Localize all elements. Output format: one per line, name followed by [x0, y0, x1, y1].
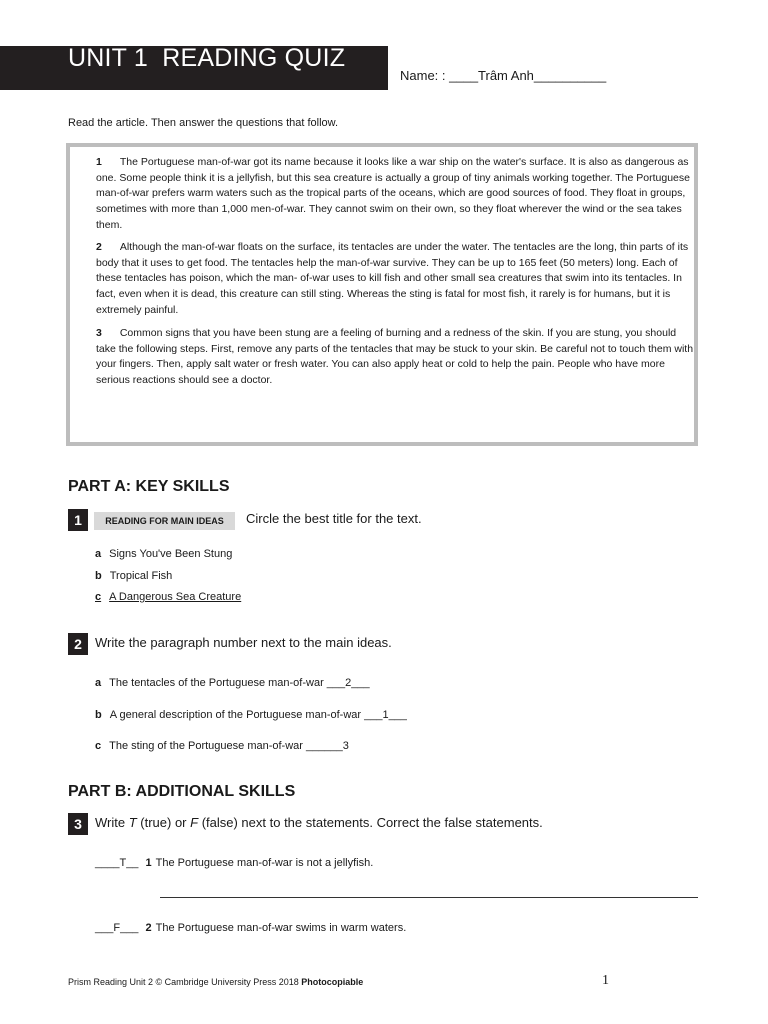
- option-text: Signs You've Been Stung: [109, 548, 233, 560]
- question-3-number: 3: [68, 813, 88, 835]
- question-3-text: [95, 815, 543, 830]
- part-a-title: PART A: KEY SKILLS: [68, 478, 230, 495]
- question-2-text: Write the paragraph number next to the main ideas.: [95, 635, 392, 650]
- correction-line[interactable]: [160, 897, 698, 898]
- option-text: Tropical Fish: [109, 570, 173, 582]
- statement-answer[interactable]: ___F___: [95, 922, 139, 934]
- q3-text-post: (false) next to the statements. Correct the false statements.: [198, 815, 543, 830]
- option-text: A Dangerous Sea Creature: [109, 591, 242, 603]
- q3-true-letter: T: [128, 815, 137, 830]
- option-letter: b: [95, 570, 102, 582]
- page-number: 1: [602, 973, 609, 988]
- skill-tag: READING FOR MAIN IDEAS: [94, 512, 235, 530]
- statement-2[interactable]: [95, 922, 406, 934]
- paragraph-number: 1: [96, 156, 102, 168]
- article-paragraph-1: [96, 155, 696, 234]
- statement-text: The Portuguese man-of-war swims in warm waters.: [155, 922, 407, 934]
- statement-number: 1: [145, 857, 152, 869]
- question-1-number: 1: [68, 509, 88, 531]
- match-item-b[interactable]: [95, 709, 407, 721]
- paragraph-text: The Portuguese man-of-war got its name because it looks like a war ship on the water's surface. It is also as dangerous as one. Some people think it is a jellyfish, but this sea creature is actually a group of tiny animals working together. The Portuguese man-of-war prefers warm waters such as the tropical parts of the oceans, which are good sources of food. They float in groups, sometimes with more than 1,000 men-of-war. They cannot swim on their own, so they float wherever the wind or the sea takes them.: [96, 156, 690, 231]
- option-letter: a: [95, 677, 102, 689]
- option-b[interactable]: [95, 570, 172, 582]
- statement-number: 2: [145, 922, 152, 934]
- match-item-a[interactable]: [95, 677, 370, 689]
- option-letter: a: [95, 548, 102, 560]
- statement-1[interactable]: [95, 857, 373, 869]
- name-field: Name: : ____Trâm Anh__________: [400, 68, 607, 83]
- option-letter: b: [95, 709, 102, 721]
- q3-false-letter: F: [190, 815, 199, 830]
- option-c-selected[interactable]: [95, 591, 241, 603]
- paragraph-text: Common signs that you have been stung are a feeling of burning and a redness of the skin. If you are stung, you should take the following steps. First, remove any parts of the tentacles that may be stuck to your skin. Be careful not to touch them with your fingers. Then, apply salt water or fresh water. You can also apply heat or cold to help the pain. People who have more serious reactions should see a doctor.: [96, 327, 694, 387]
- article-paragraph-3: [96, 326, 696, 389]
- footer-bold: Photocopiable: [301, 977, 364, 987]
- footer: [68, 977, 363, 987]
- option-text: The tentacles of the Portuguese man-of-war ___2___: [109, 677, 370, 689]
- page-title: UNIT 1 READING QUIZ: [68, 44, 346, 72]
- option-letter: c: [95, 740, 102, 752]
- footer-text: Prism Reading Unit 2 © Cambridge University Press 2018: [68, 977, 302, 987]
- option-text: The sting of the Portuguese man-of-war ______3: [109, 740, 349, 752]
- option-text: A general description of the Portuguese man-of-war ___1___: [109, 709, 407, 721]
- statement-text: The Portuguese man-of-war is not a jellyfish.: [155, 857, 374, 869]
- paragraph-text: Although the man-of-war floats on the surface, its tentacles are under the water. The tentacles are the long, thin parts of its body that it uses to get food. The tentacles help the man-of-war survive. They can be up to 165 feet (50 meters) long. Each of these tentacles has poison, which the man- of-war uses to kill fish and other small sea creatures that swim into its tentacles. In fact, even when it is dead, this creature can still sting. Whereas the sting is fatal for most fish, it rarely is for humans, but it is extremely painful.: [96, 241, 689, 316]
- match-item-c[interactable]: [95, 740, 349, 752]
- instruction-text: Read the article. Then answer the questions that follow.: [68, 117, 339, 129]
- part-b-title: PART B: ADDITIONAL SKILLS: [68, 783, 296, 800]
- option-letter: c: [95, 591, 102, 603]
- q3-text-pre: Write: [95, 815, 129, 830]
- statement-answer[interactable]: ____T__: [95, 857, 139, 869]
- article-paragraph-2: [96, 240, 696, 319]
- question-1-text: Circle the best title for the text.: [246, 511, 422, 526]
- paragraph-number: 3: [96, 327, 102, 339]
- article-box: [66, 143, 698, 446]
- q3-text-mid: (true) or: [136, 815, 191, 830]
- question-2-number: 2: [68, 633, 88, 655]
- paragraph-number: 2: [96, 241, 102, 253]
- option-a[interactable]: [95, 548, 232, 560]
